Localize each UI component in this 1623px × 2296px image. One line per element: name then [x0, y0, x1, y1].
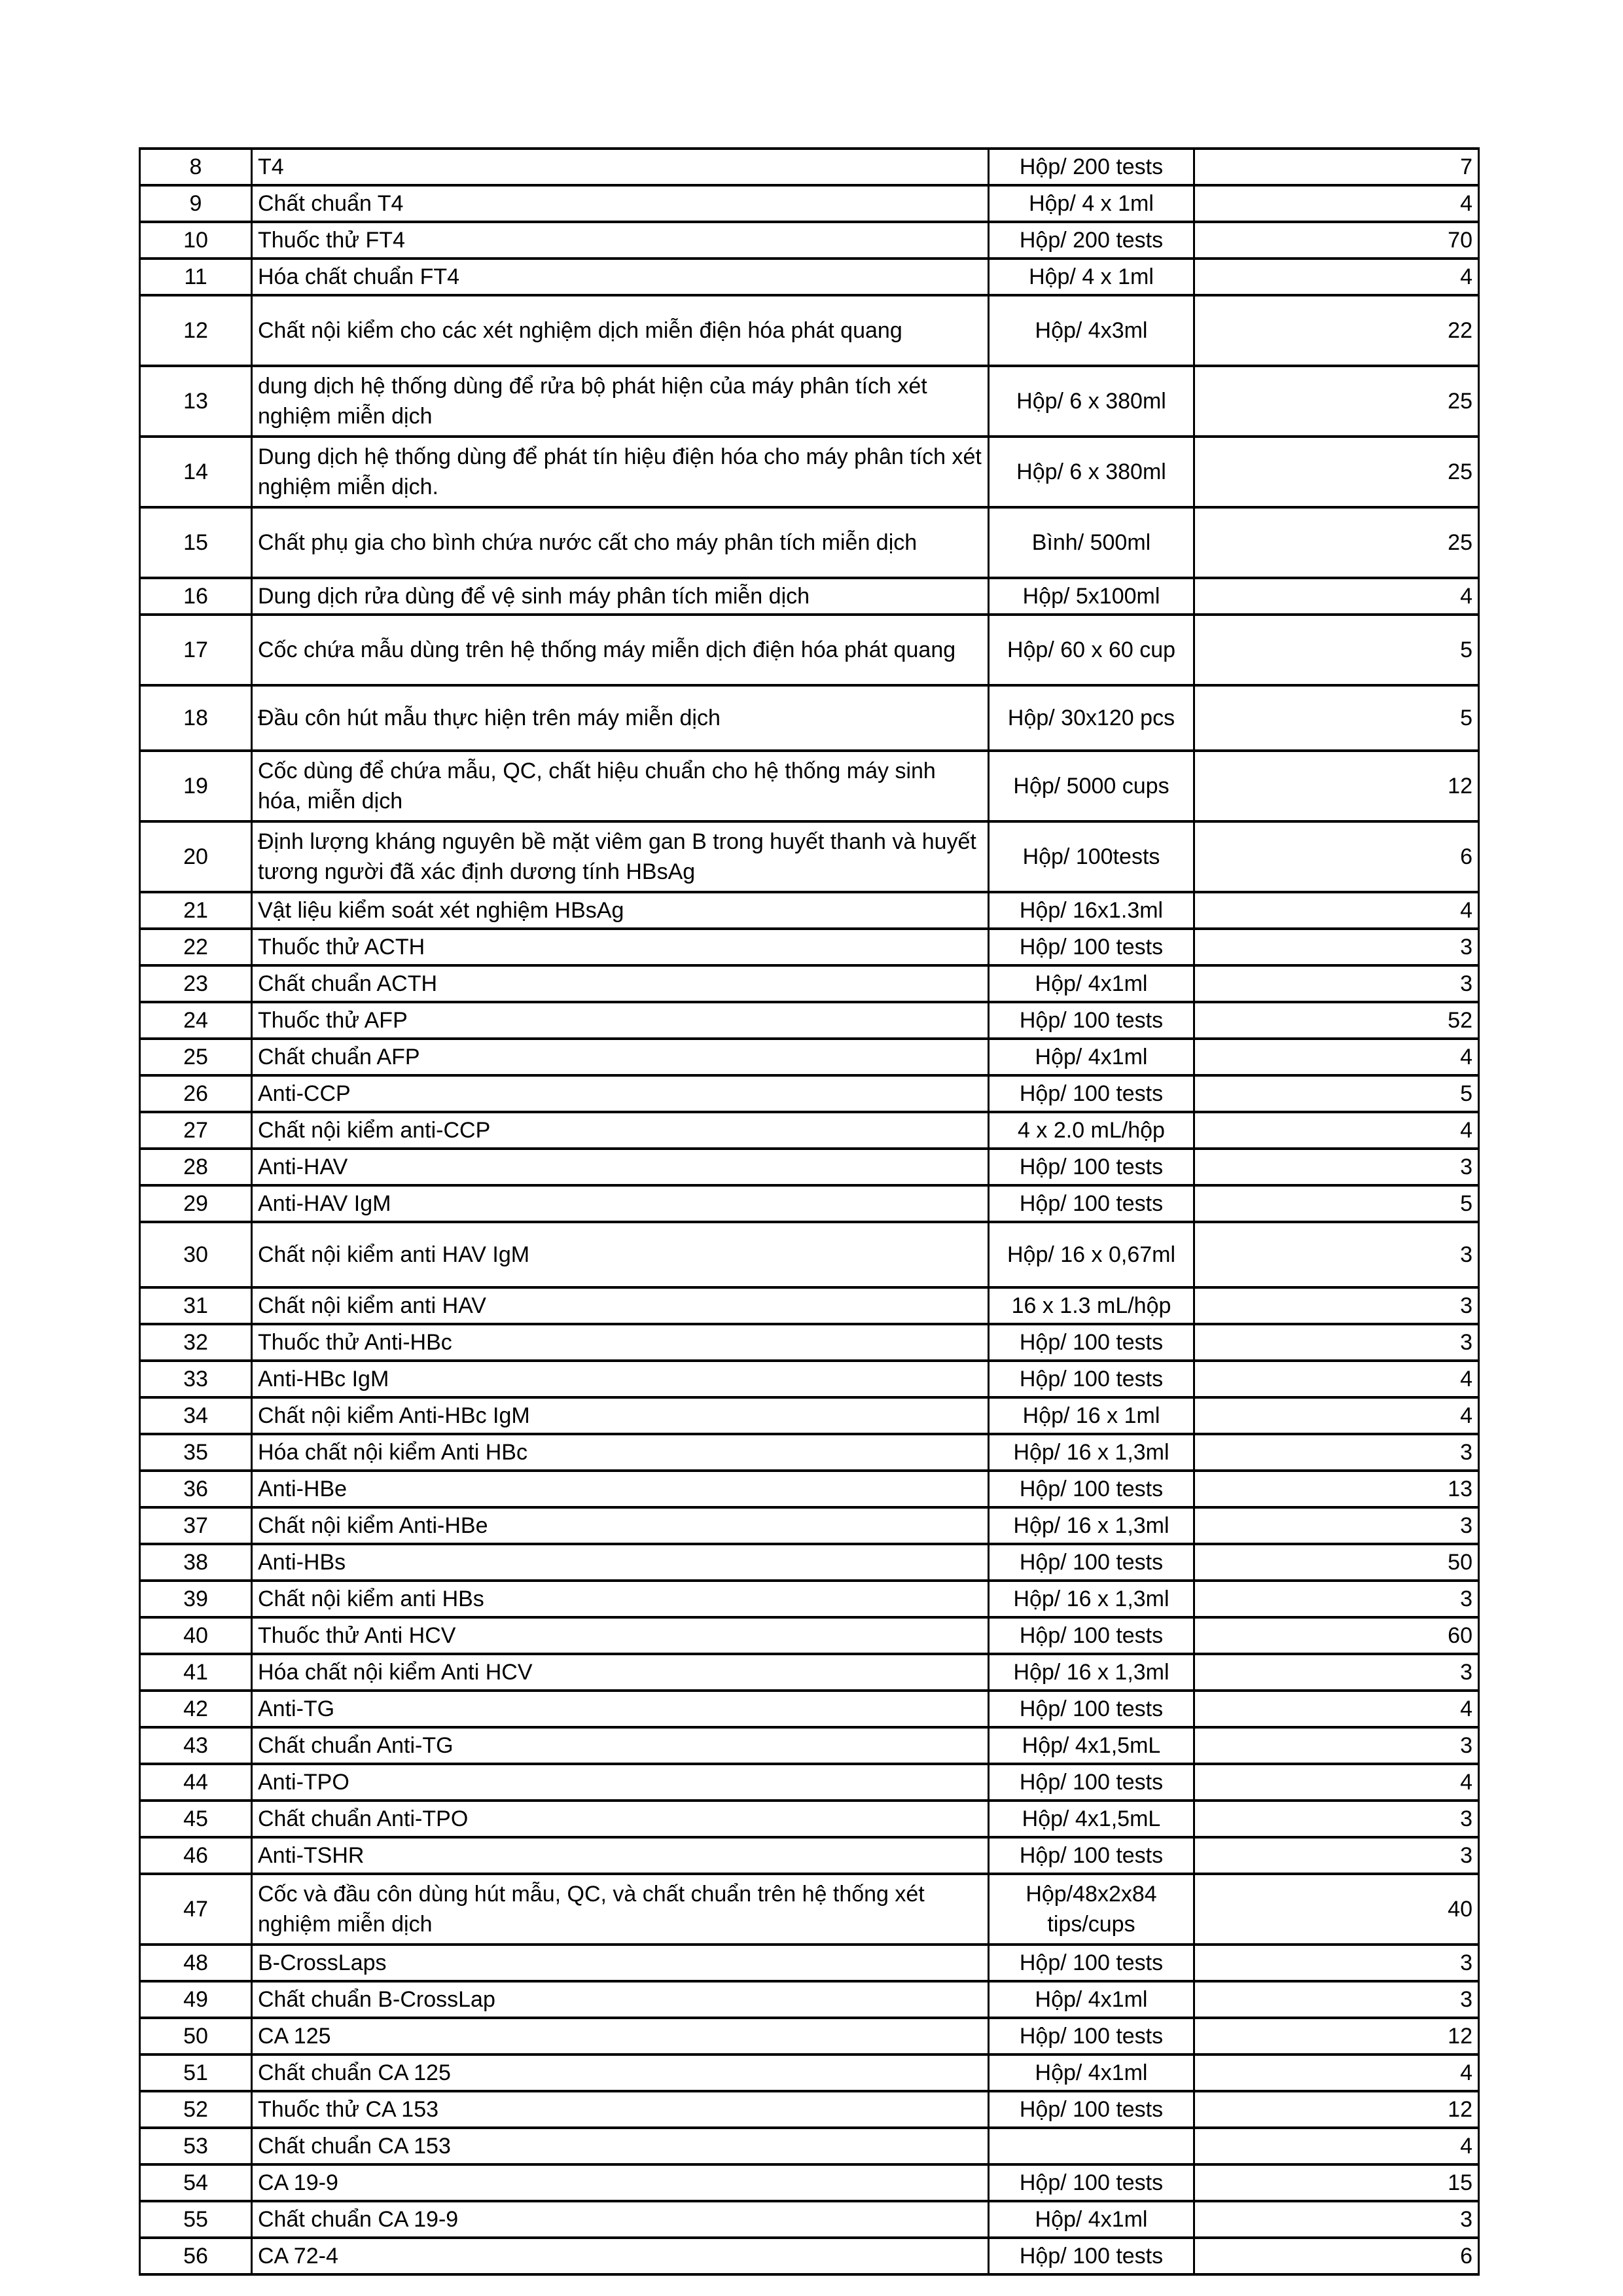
- item-description-cell: CA 125: [252, 2018, 989, 2054]
- packaging-cell: Hộp/ 100 tests: [989, 929, 1194, 965]
- item-description-cell: Thuốc thử CA 153: [252, 2091, 989, 2128]
- item-description-cell: Chất chuẩn T4: [252, 185, 989, 222]
- quantity-cell: 50: [1194, 1544, 1479, 1581]
- packaging-cell: Hộp/ 5000 cups: [989, 751, 1194, 821]
- table-row: [140, 685, 1479, 751]
- quantity-cell: 22: [1194, 295, 1479, 366]
- item-description-cell: CA 19-9: [252, 2164, 989, 2201]
- packaging-cell: Hộp/ 16 x 1,3ml: [989, 1434, 1194, 1471]
- packaging-cell: Hộp/ 16 x 1,3ml: [989, 1507, 1194, 1544]
- packaging-cell: Hộp/ 6 x 380ml: [989, 366, 1194, 437]
- item-description-cell: CA 72-4: [252, 2238, 989, 2274]
- item-description-cell: T4: [252, 149, 989, 185]
- row-number-cell: 30: [140, 1222, 252, 1287]
- quantity-cell: 4: [1194, 1361, 1479, 1397]
- packaging-cell: Hộp/ 100 tests: [989, 1361, 1194, 1397]
- table-row: [140, 1471, 1479, 1507]
- packaging-cell: Hộp/ 6 x 380ml: [989, 437, 1194, 507]
- row-number-cell: 31: [140, 1287, 252, 1324]
- packaging-cell: Hộp/ 100 tests: [989, 1002, 1194, 1039]
- row-number-cell: 54: [140, 2164, 252, 2201]
- item-description-cell: Hóa chất nội kiểm Anti HCV: [252, 1654, 989, 1691]
- table-row: [140, 259, 1479, 295]
- row-number-cell: 24: [140, 1002, 252, 1039]
- item-description-cell: Hóa chất nội kiểm Anti HBc: [252, 1434, 989, 1471]
- table-row: [140, 1112, 1479, 1149]
- table-row: [140, 1801, 1479, 1837]
- item-description-cell: Anti-CCP: [252, 1075, 989, 1112]
- quantity-cell: 3: [1194, 1945, 1479, 1981]
- row-number-cell: 35: [140, 1434, 252, 1471]
- quantity-cell: 3: [1194, 1434, 1479, 1471]
- table-row: [140, 185, 1479, 222]
- row-number-cell: 55: [140, 2201, 252, 2238]
- item-description-cell: Cốc dùng để chứa mẫu, QC, chất hiệu chuẩn cho hệ thống máy sinh hóa, miễn dịch: [252, 751, 989, 821]
- quantity-cell: 70: [1194, 222, 1479, 259]
- quantity-cell: 3: [1194, 1837, 1479, 1874]
- table-row: [140, 2238, 1479, 2274]
- quantity-cell: 3: [1194, 1727, 1479, 1764]
- quantity-cell: 25: [1194, 437, 1479, 507]
- row-number-cell: 14: [140, 437, 252, 507]
- packaging-cell: Hộp/ 100 tests: [989, 2018, 1194, 2054]
- item-description-cell: Anti-TSHR: [252, 1837, 989, 1874]
- table-row: [140, 149, 1479, 185]
- packaging-cell: Hộp/ 16x1.3ml: [989, 892, 1194, 929]
- row-number-cell: 16: [140, 578, 252, 615]
- quantity-cell: 4: [1194, 1039, 1479, 1075]
- table-row: [140, 1222, 1479, 1287]
- row-number-cell: 52: [140, 2091, 252, 2128]
- table-row: [140, 1981, 1479, 2018]
- row-number-cell: 25: [140, 1039, 252, 1075]
- row-number-cell: 47: [140, 1874, 252, 1945]
- packaging-cell: Hộp/ 100 tests: [989, 1945, 1194, 1981]
- packaging-cell: 4 x 2.0 mL/hộp: [989, 1112, 1194, 1149]
- quantity-cell: 3: [1194, 1581, 1479, 1617]
- quantity-cell: 3: [1194, 1149, 1479, 1185]
- packaging-cell: Hộp/ 60 x 60 cup: [989, 615, 1194, 685]
- packaging-cell: Hộp/ 100 tests: [989, 1471, 1194, 1507]
- item-description-cell: Cốc và đầu côn dùng hút mẫu, QC, và chất chuẩn trên hệ thống xét nghiệm miễn dịch: [252, 1874, 989, 1945]
- packaging-cell: Hộp/ 4x1ml: [989, 2201, 1194, 2238]
- item-description-cell: Chất chuẩn CA 125: [252, 2054, 989, 2091]
- table-row: [140, 366, 1479, 437]
- row-number-cell: 49: [140, 1981, 252, 2018]
- item-description-cell: Anti-TG: [252, 1691, 989, 1727]
- table-row: [140, 1507, 1479, 1544]
- item-description-cell: Chất nội kiểm Anti-HBc IgM: [252, 1397, 989, 1434]
- packaging-cell: Hộp/ 100 tests: [989, 1691, 1194, 1727]
- row-number-cell: 26: [140, 1075, 252, 1112]
- quantity-cell: 15: [1194, 2164, 1479, 2201]
- packaging-cell: Hộp/ 100tests: [989, 821, 1194, 892]
- packaging-cell: Hộp/ 100 tests: [989, 1617, 1194, 1654]
- row-number-cell: 9: [140, 185, 252, 222]
- packaging-cell: Hộp/ 200 tests: [989, 149, 1194, 185]
- quantity-cell: 4: [1194, 185, 1479, 222]
- row-number-cell: 44: [140, 1764, 252, 1801]
- quantity-cell: 5: [1194, 685, 1479, 751]
- row-number-cell: 12: [140, 295, 252, 366]
- packaging-cell: Hộp/ 4x1,5mL: [989, 1727, 1194, 1764]
- item-description-cell: Chất nội kiểm anti HBs: [252, 1581, 989, 1617]
- quantity-cell: 4: [1194, 1764, 1479, 1801]
- table-row: [140, 1324, 1479, 1361]
- quantity-cell: 52: [1194, 1002, 1479, 1039]
- packaging-cell: Hộp/ 4x1,5mL: [989, 1801, 1194, 1837]
- packaging-cell: Hộp/ 4x3ml: [989, 295, 1194, 366]
- row-number-cell: 51: [140, 2054, 252, 2091]
- table-row: [140, 615, 1479, 685]
- row-number-cell: 13: [140, 366, 252, 437]
- row-number-cell: 34: [140, 1397, 252, 1434]
- item-description-cell: Chất nội kiểm anti-CCP: [252, 1112, 989, 1149]
- quantity-cell: 13: [1194, 1471, 1479, 1507]
- item-description-cell: Chất chuẩn ACTH: [252, 965, 989, 1002]
- quantity-cell: 12: [1194, 2018, 1479, 2054]
- row-number-cell: 39: [140, 1581, 252, 1617]
- row-number-cell: 46: [140, 1837, 252, 1874]
- quantity-cell: 3: [1194, 965, 1479, 1002]
- table-row: [140, 1617, 1479, 1654]
- item-description-cell: Chất chuẩn CA 19-9: [252, 2201, 989, 2238]
- row-number-cell: 36: [140, 1471, 252, 1507]
- packaging-cell: Hộp/ 30x120 pcs: [989, 685, 1194, 751]
- quantity-cell: 3: [1194, 2201, 1479, 2238]
- row-number-cell: 20: [140, 821, 252, 892]
- packaging-cell: [989, 2128, 1194, 2164]
- row-number-cell: 45: [140, 1801, 252, 1837]
- packaging-cell: Hộp/ 100 tests: [989, 1324, 1194, 1361]
- item-description-cell: Anti-HBs: [252, 1544, 989, 1581]
- table-row: [140, 1727, 1479, 1764]
- row-number-cell: 17: [140, 615, 252, 685]
- quantity-cell: 3: [1194, 1981, 1479, 2018]
- packaging-cell: Hộp/ 100 tests: [989, 2238, 1194, 2274]
- table-row: [140, 578, 1479, 615]
- item-description-cell: Chất chuẩn AFP: [252, 1039, 989, 1075]
- item-description-cell: Chất nội kiểm Anti-HBe: [252, 1507, 989, 1544]
- quantity-cell: 3: [1194, 1324, 1479, 1361]
- row-number-cell: 10: [140, 222, 252, 259]
- row-number-cell: 29: [140, 1185, 252, 1222]
- item-description-cell: Định lượng kháng nguyên bề mặt viêm gan B trong huyết thanh và huyết tương người đã xác định dương tính HBsAg: [252, 821, 989, 892]
- table-row: [140, 1039, 1479, 1075]
- table-row: [140, 1075, 1479, 1112]
- table-row: [140, 437, 1479, 507]
- row-number-cell: 8: [140, 149, 252, 185]
- quantity-cell: 4: [1194, 2128, 1479, 2164]
- table-row: [140, 1837, 1479, 1874]
- packaging-cell: Hộp/ 5x100ml: [989, 578, 1194, 615]
- quantity-cell: 12: [1194, 2091, 1479, 2128]
- quantity-cell: 3: [1194, 1222, 1479, 1287]
- quantity-cell: 40: [1194, 1874, 1479, 1945]
- item-description-cell: Thuốc thử ACTH: [252, 929, 989, 965]
- packaging-cell: Hộp/ 4x1ml: [989, 1981, 1194, 2018]
- row-number-cell: 42: [140, 1691, 252, 1727]
- packaging-cell: Hộp/ 100 tests: [989, 1185, 1194, 1222]
- packaging-cell: Hộp/ 4x1ml: [989, 965, 1194, 1002]
- row-number-cell: 21: [140, 892, 252, 929]
- item-description-cell: Thuốc thử FT4: [252, 222, 989, 259]
- table-row: [140, 1434, 1479, 1471]
- quantity-cell: 25: [1194, 366, 1479, 437]
- item-description-cell: Anti-HBc IgM: [252, 1361, 989, 1397]
- quantity-cell: 4: [1194, 259, 1479, 295]
- item-description-cell: Dung dịch hệ thống dùng để phát tín hiệu điện hóa cho máy phân tích xét nghiệm miễn dịch.: [252, 437, 989, 507]
- item-description-cell: Chất nội kiểm cho các xét nghiệm dịch miễn điện hóa phát quang: [252, 295, 989, 366]
- quantity-cell: 6: [1194, 821, 1479, 892]
- item-description-cell: Anti-HBe: [252, 1471, 989, 1507]
- item-description-cell: Đầu côn hút mẫu thực hiện trên máy miễn dịch: [252, 685, 989, 751]
- item-description-cell: Chất nội kiểm anti HAV IgM: [252, 1222, 989, 1287]
- quantity-cell: 4: [1194, 892, 1479, 929]
- row-number-cell: 40: [140, 1617, 252, 1654]
- packaging-cell: Hộp/ 100 tests: [989, 1544, 1194, 1581]
- table-row: [140, 2164, 1479, 2201]
- table-row: [140, 2091, 1479, 2128]
- quantity-cell: 12: [1194, 751, 1479, 821]
- table-row: [140, 1397, 1479, 1434]
- quantity-cell: 5: [1194, 615, 1479, 685]
- packaging-cell: Hộp/ 200 tests: [989, 222, 1194, 259]
- items-table-body: [140, 149, 1479, 2274]
- item-description-cell: Vật liệu kiểm soát xét nghiệm HBsAg: [252, 892, 989, 929]
- row-number-cell: 43: [140, 1727, 252, 1764]
- item-description-cell: B-CrossLaps: [252, 1945, 989, 1981]
- row-number-cell: 56: [140, 2238, 252, 2274]
- quantity-cell: 25: [1194, 507, 1479, 578]
- quantity-cell: 5: [1194, 1075, 1479, 1112]
- row-number-cell: 50: [140, 2018, 252, 2054]
- item-description-cell: Hóa chất chuẩn FT4: [252, 259, 989, 295]
- row-number-cell: 48: [140, 1945, 252, 1981]
- row-number-cell: 27: [140, 1112, 252, 1149]
- item-description-cell: Chất chuẩn CA 153: [252, 2128, 989, 2164]
- row-number-cell: 32: [140, 1324, 252, 1361]
- quantity-cell: 6: [1194, 2238, 1479, 2274]
- item-description-cell: Anti-HAV IgM: [252, 1185, 989, 1222]
- quantity-cell: 4: [1194, 1112, 1479, 1149]
- packaging-cell: Hộp/ 4 x 1ml: [989, 259, 1194, 295]
- quantity-cell: 7: [1194, 149, 1479, 185]
- quantity-cell: 4: [1194, 1397, 1479, 1434]
- quantity-cell: 3: [1194, 1654, 1479, 1691]
- table-row: [140, 1361, 1479, 1397]
- table-row: [140, 1581, 1479, 1617]
- item-description-cell: dung dịch hệ thống dùng để rửa bộ phát hiện của máy phân tích xét nghiệm miễn dịch: [252, 366, 989, 437]
- table-row: [140, 751, 1479, 821]
- table-row: [140, 1287, 1479, 1324]
- quantity-cell: 60: [1194, 1617, 1479, 1654]
- row-number-cell: 33: [140, 1361, 252, 1397]
- table-row: [140, 2201, 1479, 2238]
- table-row: [140, 2054, 1479, 2091]
- row-number-cell: 28: [140, 1149, 252, 1185]
- item-description-cell: Chất nội kiểm anti HAV: [252, 1287, 989, 1324]
- row-number-cell: 53: [140, 2128, 252, 2164]
- item-description-cell: Chất chuẩn B-CrossLap: [252, 1981, 989, 2018]
- quantity-cell: 3: [1194, 1801, 1479, 1837]
- packaging-cell: Hộp/ 16 x 1,3ml: [989, 1581, 1194, 1617]
- table-row: [140, 1185, 1479, 1222]
- table-row: [140, 1945, 1479, 1981]
- table-row: [140, 222, 1479, 259]
- item-description-cell: Anti-TPO: [252, 1764, 989, 1801]
- table-row: [140, 507, 1479, 578]
- packaging-cell: Hộp/ 4x1ml: [989, 1039, 1194, 1075]
- table-row: [140, 1691, 1479, 1727]
- quantity-cell: 4: [1194, 2054, 1479, 2091]
- table-row: [140, 1874, 1479, 1945]
- table-row: [140, 892, 1479, 929]
- row-number-cell: 22: [140, 929, 252, 965]
- item-description-cell: Thuốc thử AFP: [252, 1002, 989, 1039]
- packaging-cell: Hộp/ 16 x 0,67ml: [989, 1222, 1194, 1287]
- row-number-cell: 11: [140, 259, 252, 295]
- packaging-cell: Hộp/ 100 tests: [989, 1075, 1194, 1112]
- packaging-cell: Hộp/ 4x1ml: [989, 2054, 1194, 2091]
- item-description-cell: Dung dịch rửa dùng để vệ sinh máy phân tích miễn dịch: [252, 578, 989, 615]
- quantity-cell: 4: [1194, 1691, 1479, 1727]
- item-description-cell: Anti-HAV: [252, 1149, 989, 1185]
- table-row: [140, 1654, 1479, 1691]
- packaging-cell: Hộp/ 100 tests: [989, 2091, 1194, 2128]
- packaging-cell: Hộp/ 100 tests: [989, 2164, 1194, 2201]
- table-row: [140, 821, 1479, 892]
- quantity-cell: 3: [1194, 929, 1479, 965]
- item-description-cell: Chất chuẩn Anti-TPO: [252, 1801, 989, 1837]
- table-row: [140, 2018, 1479, 2054]
- packaging-cell: Hộp/ 16 x 1ml: [989, 1397, 1194, 1434]
- packaging-cell: Hộp/ 100 tests: [989, 1149, 1194, 1185]
- item-description-cell: Chất chuẩn Anti-TG: [252, 1727, 989, 1764]
- packaging-cell: Bình/ 500ml: [989, 507, 1194, 578]
- quantity-cell: 3: [1194, 1287, 1479, 1324]
- item-description-cell: Cốc chứa mẫu dùng trên hệ thống máy miễn dịch điện hóa phát quang: [252, 615, 989, 685]
- row-number-cell: 19: [140, 751, 252, 821]
- packaging-cell: 16 x 1.3 mL/hộp: [989, 1287, 1194, 1324]
- packaging-cell: Hộp/48x2x84 tips/cups: [989, 1874, 1194, 1945]
- item-description-cell: Thuốc thử Anti HCV: [252, 1617, 989, 1654]
- row-number-cell: 23: [140, 965, 252, 1002]
- row-number-cell: 37: [140, 1507, 252, 1544]
- items-table: [139, 147, 1480, 2276]
- table-row: [140, 295, 1479, 366]
- quantity-cell: 5: [1194, 1185, 1479, 1222]
- table-row: [140, 1002, 1479, 1039]
- packaging-cell: Hộp/ 100 tests: [989, 1764, 1194, 1801]
- packaging-cell: Hộp/ 100 tests: [989, 1837, 1194, 1874]
- item-description-cell: Thuốc thử Anti-HBc: [252, 1324, 989, 1361]
- quantity-cell: 3: [1194, 1507, 1479, 1544]
- quantity-cell: 4: [1194, 578, 1479, 615]
- row-number-cell: 38: [140, 1544, 252, 1581]
- table-row: [140, 2128, 1479, 2164]
- table-row: [140, 1764, 1479, 1801]
- row-number-cell: 15: [140, 507, 252, 578]
- packaging-cell: Hộp/ 4 x 1ml: [989, 185, 1194, 222]
- item-description-cell: Chất phụ gia cho bình chứa nước cất cho máy phân tích miễn dịch: [252, 507, 989, 578]
- table-row: [140, 965, 1479, 1002]
- row-number-cell: 41: [140, 1654, 252, 1691]
- packaging-cell: Hộp/ 16 x 1,3ml: [989, 1654, 1194, 1691]
- row-number-cell: 18: [140, 685, 252, 751]
- table-row: [140, 1544, 1479, 1581]
- table-row: [140, 929, 1479, 965]
- table-row: [140, 1149, 1479, 1185]
